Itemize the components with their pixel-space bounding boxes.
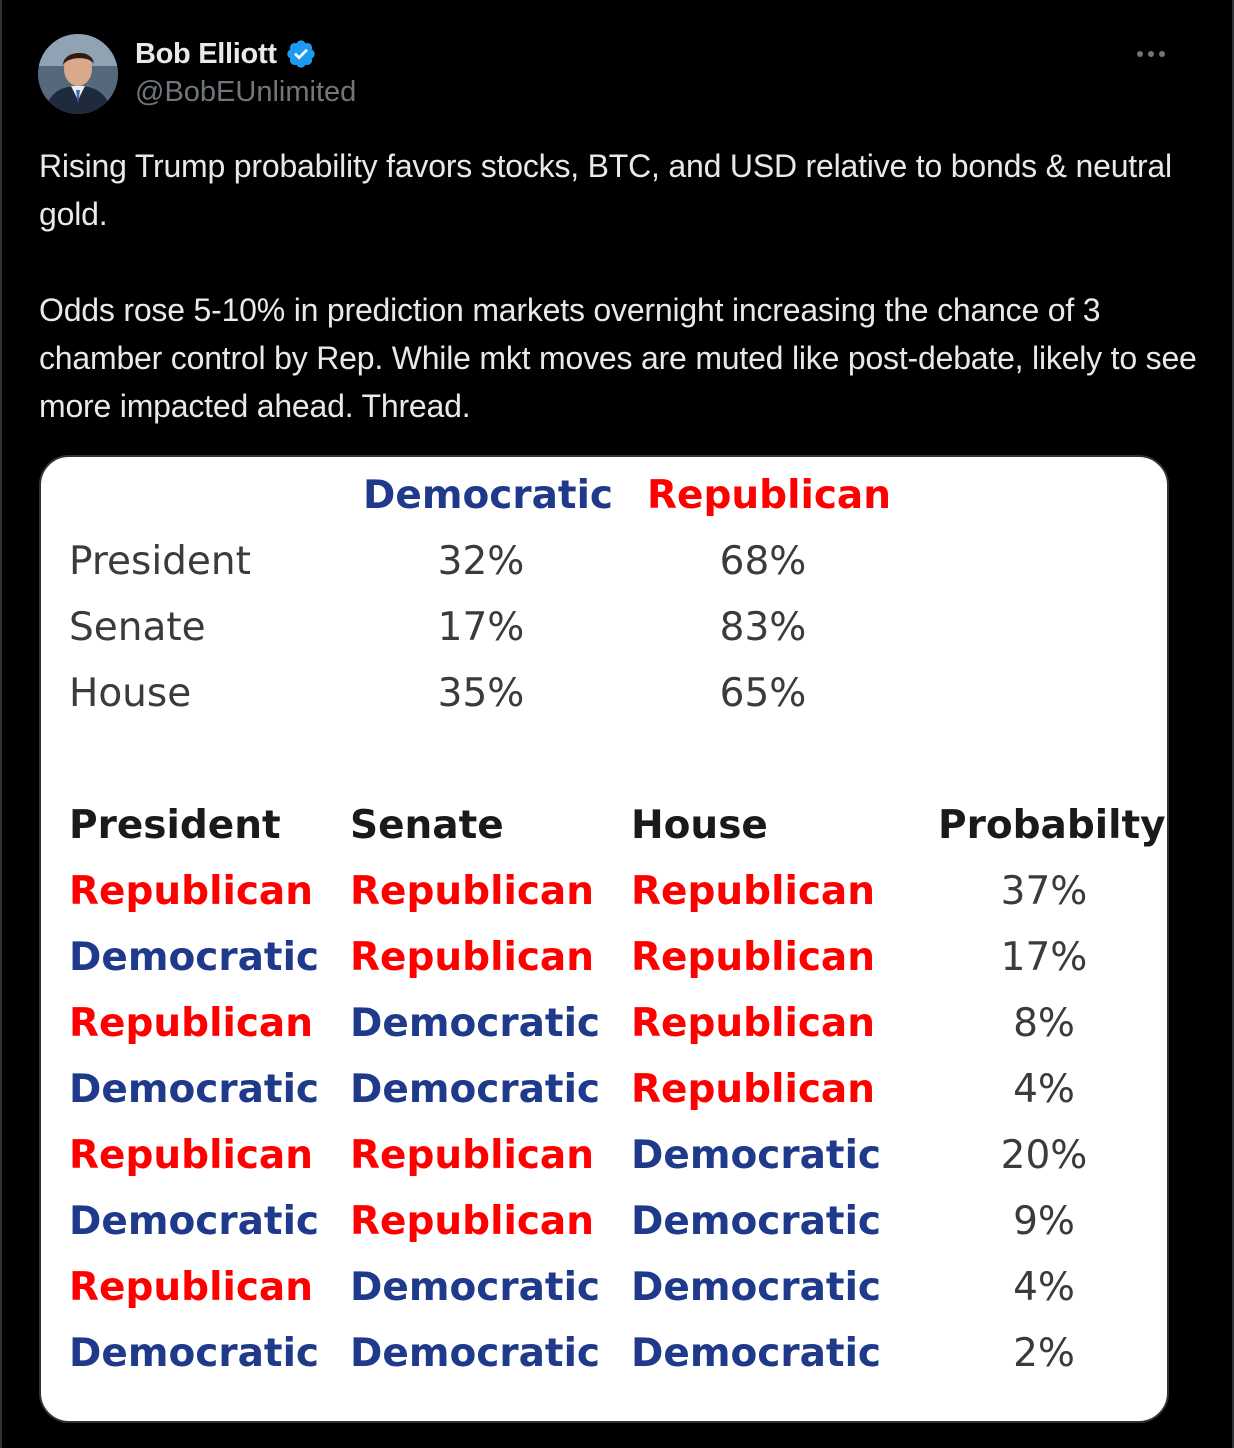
president-party-cell: Democratic — [69, 1067, 320, 1112]
verified-badge-icon[interactable] — [285, 38, 317, 70]
house-party-cell: Democratic — [631, 1265, 882, 1310]
probability-cell: 37% — [1000, 869, 1088, 914]
senate-party-cell: Republican — [350, 935, 595, 980]
party-header-democratic: Democratic — [363, 473, 614, 518]
house-party-cell: Democratic — [631, 1331, 882, 1376]
author-name-row — [135, 34, 317, 74]
president-party-cell: Democratic — [69, 1331, 320, 1376]
column-header-probability: Probabilty — [938, 803, 1166, 848]
tweet-paragraph: Odds rose 5-10% in prediction markets overnight increasing the chance of 3 chamber control by Rep. While mkt moves are muted like post-debate, likely to see more impacted ahead. Thread. — [39, 292, 1197, 424]
senate-party-cell: Democratic — [350, 1265, 601, 1310]
house-party-cell: Republican — [631, 1001, 876, 1046]
avatar-image — [38, 34, 118, 114]
column-header-president: President — [69, 803, 281, 848]
party-header-republican: Republican — [647, 473, 892, 518]
probability-cell: 8% — [1013, 1001, 1075, 1046]
senate-party-cell: Republican — [350, 1133, 595, 1178]
probability-cell: 17% — [1000, 935, 1088, 980]
republican-percent: 65% — [719, 671, 807, 716]
house-party-cell: Republican — [631, 869, 876, 914]
column-header-senate: Senate — [350, 803, 504, 848]
senate-party-cell: Democratic — [350, 1331, 601, 1376]
house-party-cell: Republican — [631, 1067, 876, 1112]
author-avatar[interactable] — [38, 34, 118, 114]
office-label: Senate — [69, 605, 206, 650]
probability-cell: 4% — [1013, 1265, 1075, 1310]
tweet-paragraph: Rising Trump probability favors stocks, BTC, and USD relative to bonds & neutral gold. — [39, 148, 1172, 232]
office-label: House — [69, 671, 192, 716]
democratic-percent: 32% — [437, 539, 525, 584]
author-display-name[interactable]: Bob Elliott — [135, 37, 277, 70]
president-party-cell: Republican — [69, 1265, 314, 1310]
president-party-cell: Democratic — [69, 935, 320, 980]
senate-party-cell: Republican — [350, 1199, 595, 1244]
attached-image[interactable] — [39, 455, 1169, 1423]
probability-cell: 9% — [1013, 1199, 1075, 1244]
office-label: President — [69, 539, 251, 584]
president-party-cell: Republican — [69, 1133, 314, 1178]
president-party-cell: Republican — [69, 1001, 314, 1046]
probability-cell: 20% — [1000, 1133, 1088, 1178]
senate-party-cell: Republican — [350, 869, 595, 914]
probability-cell: 4% — [1013, 1067, 1075, 1112]
republican-percent: 83% — [719, 605, 807, 650]
republican-percent: 68% — [719, 539, 807, 584]
president-party-cell: Democratic — [69, 1199, 320, 1244]
president-party-cell: Republican — [69, 869, 314, 914]
probability-cell: 2% — [1013, 1331, 1075, 1376]
more-options-icon[interactable] — [1130, 34, 1172, 74]
tweet-text — [39, 142, 1199, 430]
house-party-cell: Republican — [631, 935, 876, 980]
senate-party-cell: Democratic — [350, 1001, 601, 1046]
senate-party-cell: Democratic — [350, 1067, 601, 1112]
house-party-cell: Democratic — [631, 1133, 882, 1178]
column-header-house: House — [631, 803, 768, 848]
democratic-percent: 35% — [437, 671, 525, 716]
democratic-percent: 17% — [437, 605, 525, 650]
house-party-cell: Democratic — [631, 1199, 882, 1244]
author-handle[interactable]: @BobEUnlimited — [135, 76, 357, 108]
